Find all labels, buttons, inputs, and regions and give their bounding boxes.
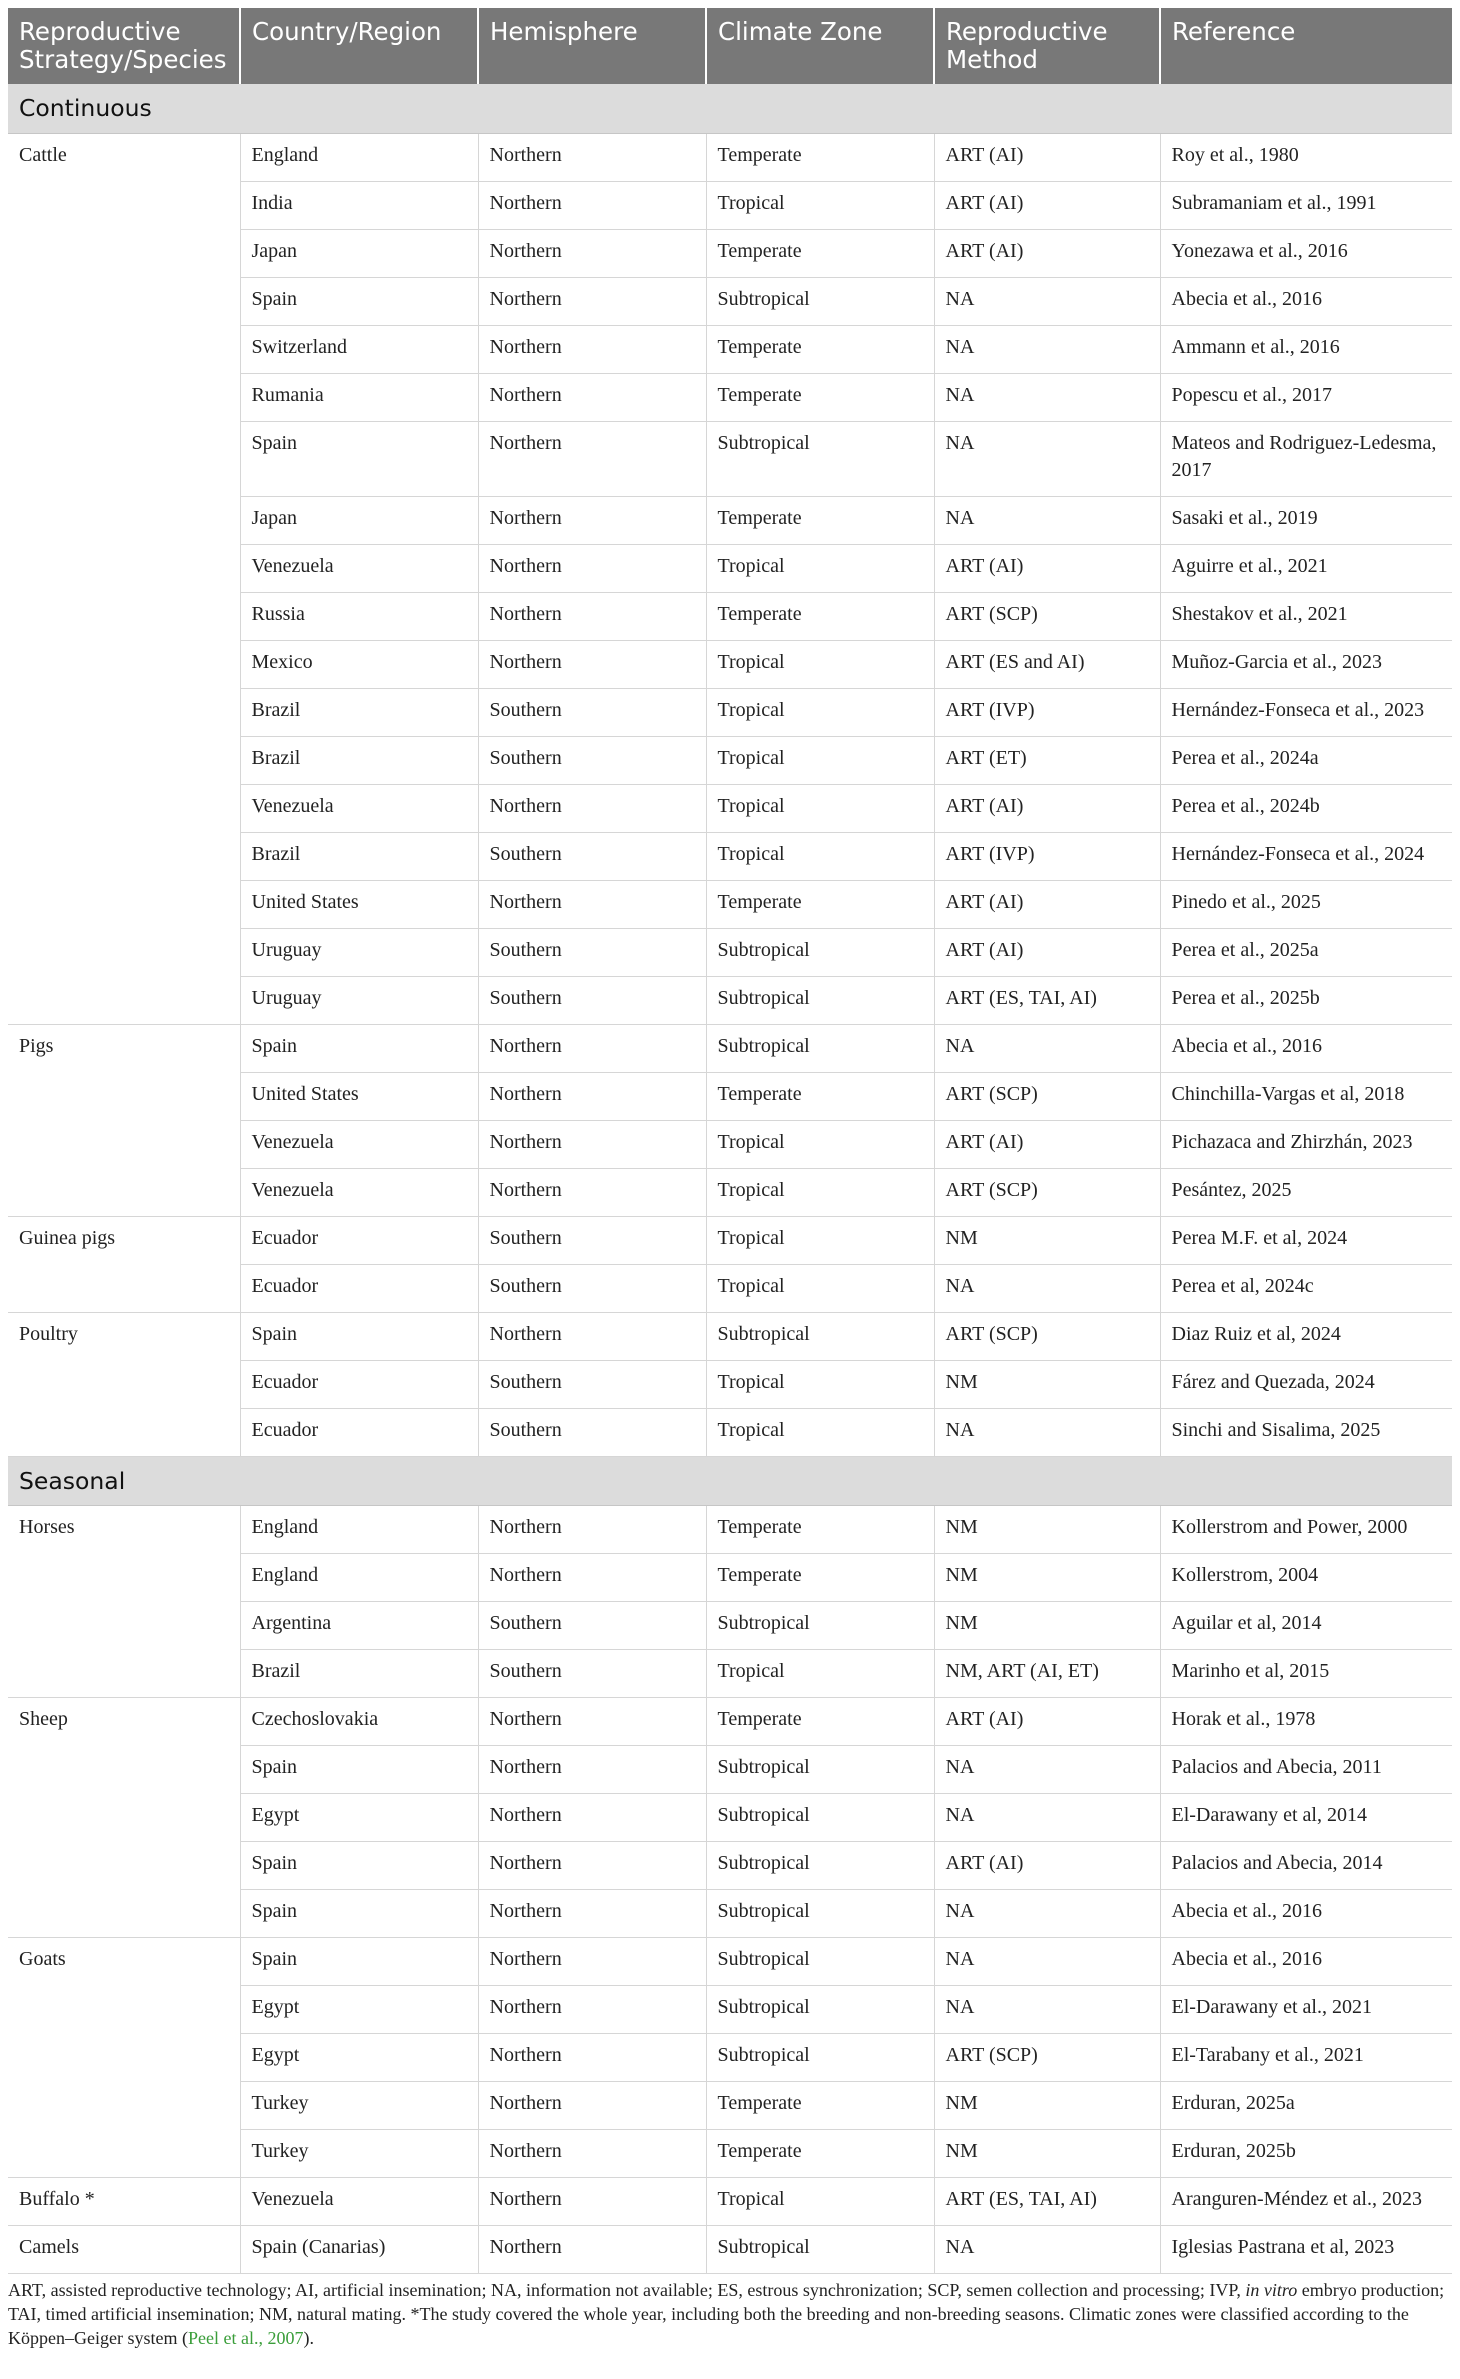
hemisphere-cell: Southern bbox=[478, 976, 706, 1024]
country-cell: Spain bbox=[240, 1745, 478, 1793]
reference-cell[interactable]: Aguirre et al., 2021 bbox=[1160, 544, 1452, 592]
hemisphere-cell: Southern bbox=[478, 832, 706, 880]
reference-cell[interactable]: Aguilar et al, 2014 bbox=[1160, 1601, 1452, 1649]
country-cell: Brazil bbox=[240, 736, 478, 784]
method-cell: NA bbox=[934, 1985, 1160, 2033]
climate-zone-cell: Tropical bbox=[706, 1120, 934, 1168]
table-row bbox=[8, 1505, 1452, 1553]
hemisphere-cell: Northern bbox=[478, 1553, 706, 1601]
reference-cell[interactable]: Abecia et al., 2016 bbox=[1160, 1937, 1452, 1985]
reference-cell[interactable]: Palacios and Abecia, 2011 bbox=[1160, 1745, 1452, 1793]
climate-zone-cell: Subtropical bbox=[706, 976, 934, 1024]
reference-cell[interactable]: Muñoz-Garcia et al., 2023 bbox=[1160, 640, 1452, 688]
table-body bbox=[8, 84, 1452, 2273]
climate-zone-cell: Subtropical bbox=[706, 1312, 934, 1360]
method-cell: ART (AI) bbox=[934, 784, 1160, 832]
reference-cell[interactable]: Erduran, 2025a bbox=[1160, 2081, 1452, 2129]
climate-zone-cell: Tropical bbox=[706, 736, 934, 784]
country-cell: India bbox=[240, 181, 478, 229]
country-cell: Spain bbox=[240, 277, 478, 325]
method-cell: NA bbox=[934, 277, 1160, 325]
climate-zone-cell: Temperate bbox=[706, 133, 934, 181]
climate-zone-cell: Tropical bbox=[706, 2177, 934, 2225]
reference-cell[interactable]: Pichazaca and Zhirzhán, 2023 bbox=[1160, 1120, 1452, 1168]
climate-zone-cell: Temperate bbox=[706, 496, 934, 544]
method-cell: NA bbox=[934, 1024, 1160, 1072]
method-cell: NM bbox=[934, 2081, 1160, 2129]
reference-cell[interactable]: Perea et al, 2024c bbox=[1160, 1264, 1452, 1312]
country-cell: Brazil bbox=[240, 832, 478, 880]
country-cell: United States bbox=[240, 880, 478, 928]
reference-cell[interactable]: Perea et al., 2024a bbox=[1160, 736, 1452, 784]
method-cell: ART (SCP) bbox=[934, 1072, 1160, 1120]
climate-zone-cell: Temperate bbox=[706, 2129, 934, 2177]
hemisphere-cell: Northern bbox=[478, 1841, 706, 1889]
country-cell: Spain bbox=[240, 421, 478, 496]
reference-cell[interactable]: Abecia et al., 2016 bbox=[1160, 277, 1452, 325]
hemisphere-cell: Northern bbox=[478, 1985, 706, 2033]
method-cell: ART (AI) bbox=[934, 1841, 1160, 1889]
hemisphere-cell: Northern bbox=[478, 880, 706, 928]
method-cell: ART (SCP) bbox=[934, 1168, 1160, 1216]
reference-cell[interactable]: Hernández-Fonseca et al., 2023 bbox=[1160, 688, 1452, 736]
climate-zone-cell: Subtropical bbox=[706, 1793, 934, 1841]
climate-zone-cell: Tropical bbox=[706, 1360, 934, 1408]
climate-zone-cell: Temperate bbox=[706, 373, 934, 421]
method-cell: NM bbox=[934, 1601, 1160, 1649]
hemisphere-cell: Northern bbox=[478, 1072, 706, 1120]
method-cell: NA bbox=[934, 1408, 1160, 1456]
species-cell: Buffalo * bbox=[8, 2177, 240, 2225]
reference-cell[interactable]: Marinho et al, 2015 bbox=[1160, 1649, 1452, 1697]
climate-zone-cell: Tropical bbox=[706, 640, 934, 688]
climate-zone-cell: Temperate bbox=[706, 2081, 934, 2129]
reference-cell[interactable]: Yonezawa et al., 2016 bbox=[1160, 229, 1452, 277]
hemisphere-cell: Southern bbox=[478, 1649, 706, 1697]
method-cell: NA bbox=[934, 1264, 1160, 1312]
table-row bbox=[8, 133, 1452, 181]
footnote-italic: in vitro bbox=[1245, 2279, 1298, 2300]
reference-cell[interactable]: Ammann et al., 2016 bbox=[1160, 325, 1452, 373]
method-cell: ART (AI) bbox=[934, 544, 1160, 592]
hemisphere-cell: Northern bbox=[478, 421, 706, 496]
country-cell: England bbox=[240, 1505, 478, 1553]
climate-zone-cell: Subtropical bbox=[706, 421, 934, 496]
country-cell: Venezuela bbox=[240, 1168, 478, 1216]
method-cell: NM bbox=[934, 2129, 1160, 2177]
reference-cell[interactable]: Pinedo et al., 2025 bbox=[1160, 880, 1452, 928]
method-cell: NA bbox=[934, 421, 1160, 496]
reference-cell[interactable]: Perea M.F. et al, 2024 bbox=[1160, 1216, 1452, 1264]
hemisphere-cell: Northern bbox=[478, 2225, 706, 2273]
climate-zone-cell: Tropical bbox=[706, 1649, 934, 1697]
species-cell: Poultry bbox=[8, 1312, 240, 1456]
reference-cell[interactable]: Palacios and Abecia, 2014 bbox=[1160, 1841, 1452, 1889]
country-cell: Spain (Canarias) bbox=[240, 2225, 478, 2273]
climate-zone-cell: Temperate bbox=[706, 1697, 934, 1745]
country-cell: Switzerland bbox=[240, 325, 478, 373]
reference-cell[interactable]: Horak et al., 1978 bbox=[1160, 1697, 1452, 1745]
reference-cell[interactable]: Diaz Ruiz et al, 2024 bbox=[1160, 1312, 1452, 1360]
climate-zone-cell: Temperate bbox=[706, 229, 934, 277]
climate-zone-cell: Tropical bbox=[706, 784, 934, 832]
method-cell: ART (SCP) bbox=[934, 1312, 1160, 1360]
country-cell: Venezuela bbox=[240, 1120, 478, 1168]
reference-cell[interactable]: Perea et al., 2025a bbox=[1160, 928, 1452, 976]
table-row bbox=[8, 2177, 1452, 2225]
climate-zone-cell: Subtropical bbox=[706, 1889, 934, 1937]
reproduction-table bbox=[8, 8, 1452, 2274]
hemisphere-cell: Northern bbox=[478, 1889, 706, 1937]
species-cell: Sheep bbox=[8, 1697, 240, 1937]
country-cell: Czechoslovakia bbox=[240, 1697, 478, 1745]
climate-zone-cell: Subtropical bbox=[706, 1601, 934, 1649]
hemisphere-cell: Northern bbox=[478, 373, 706, 421]
hemisphere-cell: Southern bbox=[478, 1264, 706, 1312]
reference-cell[interactable]: Pesántez, 2025 bbox=[1160, 1168, 1452, 1216]
hemisphere-cell: Northern bbox=[478, 277, 706, 325]
hemisphere-cell: Northern bbox=[478, 544, 706, 592]
climate-zone-cell: Tropical bbox=[706, 1168, 934, 1216]
method-cell: NM bbox=[934, 1553, 1160, 1601]
country-cell: Japan bbox=[240, 496, 478, 544]
country-cell: Russia bbox=[240, 592, 478, 640]
species-cell: Camels bbox=[8, 2225, 240, 2273]
method-cell: ART (ES, TAI, AI) bbox=[934, 976, 1160, 1024]
climate-zone-cell: Temperate bbox=[706, 325, 934, 373]
climate-zone-cell: Subtropical bbox=[706, 1841, 934, 1889]
reference-cell[interactable]: Perea et al., 2024b bbox=[1160, 784, 1452, 832]
method-cell: NA bbox=[934, 1793, 1160, 1841]
country-cell: Spain bbox=[240, 1937, 478, 1985]
method-cell: NA bbox=[934, 1745, 1160, 1793]
method-cell: NA bbox=[934, 496, 1160, 544]
hemisphere-cell: Northern bbox=[478, 1697, 706, 1745]
country-cell: Egypt bbox=[240, 2033, 478, 2081]
method-cell: ART (SCP) bbox=[934, 592, 1160, 640]
country-cell: Spain bbox=[240, 1889, 478, 1937]
header-reference: Reference bbox=[1160, 8, 1452, 84]
climate-zone-cell: Temperate bbox=[706, 1505, 934, 1553]
reference-cell[interactable]: Fárez and Quezada, 2024 bbox=[1160, 1360, 1452, 1408]
footnote-text-1: ART, assisted reproductive technology; AI, artificial insemination; NA, information not available; ES, estrous synchronization; SCP, semen collection and processing; IVP, bbox=[8, 2279, 1246, 2300]
table-row bbox=[8, 1937, 1452, 1985]
method-cell: ART (IVP) bbox=[934, 688, 1160, 736]
reference-cell[interactable]: Kollerstrom and Power, 2000 bbox=[1160, 1505, 1452, 1553]
country-cell: England bbox=[240, 1553, 478, 1601]
method-cell: ART (AI) bbox=[934, 880, 1160, 928]
hemisphere-cell: Northern bbox=[478, 325, 706, 373]
country-cell: Uruguay bbox=[240, 976, 478, 1024]
section-row bbox=[8, 84, 1452, 133]
hemisphere-cell: Northern bbox=[478, 1505, 706, 1553]
reference-cell[interactable]: Abecia et al., 2016 bbox=[1160, 1889, 1452, 1937]
section-row bbox=[8, 1456, 1452, 1505]
method-cell: ART (ES, TAI, AI) bbox=[934, 2177, 1160, 2225]
species-cell: Pigs bbox=[8, 1024, 240, 1216]
climate-zone-cell: Subtropical bbox=[706, 277, 934, 325]
species-cell: Horses bbox=[8, 1505, 240, 1697]
method-cell: ART (IVP) bbox=[934, 832, 1160, 880]
reference-cell[interactable]: Mateos and Rodriguez-Ledesma, 2017 bbox=[1160, 421, 1452, 496]
reference-cell[interactable]: Abecia et al., 2016 bbox=[1160, 1024, 1452, 1072]
method-cell: ART (SCP) bbox=[934, 2033, 1160, 2081]
climate-zone-cell: Tropical bbox=[706, 832, 934, 880]
hemisphere-cell: Northern bbox=[478, 1168, 706, 1216]
table-row bbox=[8, 1216, 1452, 1264]
climate-zone-cell: Subtropical bbox=[706, 1985, 934, 2033]
method-cell: NM bbox=[934, 1505, 1160, 1553]
climate-zone-cell: Temperate bbox=[706, 1072, 934, 1120]
reference-cell[interactable]: Subramaniam et al., 1991 bbox=[1160, 181, 1452, 229]
country-cell: Turkey bbox=[240, 2129, 478, 2177]
hemisphere-cell: Northern bbox=[478, 2129, 706, 2177]
footnote-text-3: ). bbox=[303, 2327, 314, 2348]
country-cell: United States bbox=[240, 1072, 478, 1120]
method-cell: ART (AI) bbox=[934, 1697, 1160, 1745]
country-cell: Spain bbox=[240, 1024, 478, 1072]
header-row bbox=[8, 8, 1452, 84]
country-cell: Rumania bbox=[240, 373, 478, 421]
reference-cell[interactable]: Kollerstrom, 2004 bbox=[1160, 1553, 1452, 1601]
reference-cell[interactable]: Popescu et al., 2017 bbox=[1160, 373, 1452, 421]
country-cell: Japan bbox=[240, 229, 478, 277]
country-cell: Venezuela bbox=[240, 784, 478, 832]
method-cell: NA bbox=[934, 373, 1160, 421]
method-cell: NA bbox=[934, 325, 1160, 373]
climate-zone-cell: Tropical bbox=[706, 181, 934, 229]
hemisphere-cell: Northern bbox=[478, 2177, 706, 2225]
method-cell: NM, ART (AI, ET) bbox=[934, 1649, 1160, 1697]
species-cell: Cattle bbox=[8, 133, 240, 1024]
hemisphere-cell: Northern bbox=[478, 1024, 706, 1072]
country-cell: Ecuador bbox=[240, 1264, 478, 1312]
hemisphere-cell: Northern bbox=[478, 496, 706, 544]
hemisphere-cell: Southern bbox=[478, 928, 706, 976]
country-cell: Brazil bbox=[240, 688, 478, 736]
species-cell: Guinea pigs bbox=[8, 1216, 240, 1312]
reference-cell[interactable]: El-Darawany et al., 2021 bbox=[1160, 1985, 1452, 2033]
hemisphere-cell: Southern bbox=[478, 1216, 706, 1264]
method-cell: ART (AI) bbox=[934, 229, 1160, 277]
header-climate-zone: Climate Zone bbox=[706, 8, 934, 84]
hemisphere-cell: Northern bbox=[478, 133, 706, 181]
method-cell: ART (ES and AI) bbox=[934, 640, 1160, 688]
method-cell: ART (AI) bbox=[934, 133, 1160, 181]
country-cell: Venezuela bbox=[240, 2177, 478, 2225]
reference-cell[interactable]: Iglesias Pastrana et al, 2023 bbox=[1160, 2225, 1452, 2273]
hemisphere-cell: Northern bbox=[478, 1793, 706, 1841]
reference-cell[interactable]: Aranguren-Méndez et al., 2023 bbox=[1160, 2177, 1452, 2225]
hemisphere-cell: Southern bbox=[478, 1408, 706, 1456]
climate-zone-cell: Temperate bbox=[706, 1553, 934, 1601]
method-cell: NA bbox=[934, 2225, 1160, 2273]
table-row bbox=[8, 1697, 1452, 1745]
country-cell: Argentina bbox=[240, 1601, 478, 1649]
table-footnote bbox=[8, 2274, 1452, 2350]
country-cell: Ecuador bbox=[240, 1216, 478, 1264]
reference-cell[interactable]: Hernández-Fonseca et al., 2024 bbox=[1160, 832, 1452, 880]
section-title: Continuous bbox=[8, 84, 1452, 133]
climate-zone-cell: Tropical bbox=[706, 1408, 934, 1456]
table-page bbox=[8, 8, 1452, 2350]
method-cell: NM bbox=[934, 1360, 1160, 1408]
climate-zone-cell: Tropical bbox=[706, 1216, 934, 1264]
climate-zone-cell: Subtropical bbox=[706, 2033, 934, 2081]
table-row bbox=[8, 2225, 1452, 2273]
method-cell: ART (ET) bbox=[934, 736, 1160, 784]
header-country: Country/Region bbox=[240, 8, 478, 84]
climate-zone-cell: Subtropical bbox=[706, 1937, 934, 1985]
reference-cell[interactable]: El-Tarabany et al., 2021 bbox=[1160, 2033, 1452, 2081]
climate-zone-cell: Tropical bbox=[706, 1264, 934, 1312]
country-cell: Ecuador bbox=[240, 1360, 478, 1408]
reference-cell[interactable]: Roy et al., 1980 bbox=[1160, 133, 1452, 181]
hemisphere-cell: Northern bbox=[478, 2033, 706, 2081]
country-cell: England bbox=[240, 133, 478, 181]
table-row bbox=[8, 1024, 1452, 1072]
country-cell: Egypt bbox=[240, 1793, 478, 1841]
hemisphere-cell: Northern bbox=[478, 592, 706, 640]
country-cell: Turkey bbox=[240, 2081, 478, 2129]
footnote-text-2: embryo production; TAI, timed artificial insemination; NM, natural mating. *The study covered the whole year, including both the breeding and non-breeding seasons. Climatic zones were classified according to the Köppen–Geiger system ( bbox=[8, 2279, 1445, 2348]
method-cell: NM bbox=[934, 1216, 1160, 1264]
method-cell: ART (AI) bbox=[934, 181, 1160, 229]
header-species: Reproductive Strategy/Species bbox=[8, 8, 240, 84]
country-cell: Egypt bbox=[240, 1985, 478, 2033]
reference-cell[interactable]: Sinchi and Sisalima, 2025 bbox=[1160, 1408, 1452, 1456]
country-cell: Ecuador bbox=[240, 1408, 478, 1456]
reference-cell[interactable]: Perea et al., 2025b bbox=[1160, 976, 1452, 1024]
country-cell: Mexico bbox=[240, 640, 478, 688]
hemisphere-cell: Northern bbox=[478, 1120, 706, 1168]
section-title: Seasonal bbox=[8, 1456, 1452, 1505]
climate-zone-cell: Subtropical bbox=[706, 1745, 934, 1793]
hemisphere-cell: Northern bbox=[478, 1937, 706, 1985]
country-cell: Spain bbox=[240, 1841, 478, 1889]
reference-cell[interactable]: El-Darawany et al, 2014 bbox=[1160, 1793, 1452, 1841]
climate-zone-cell: Subtropical bbox=[706, 2225, 934, 2273]
climate-zone-cell: Subtropical bbox=[706, 928, 934, 976]
hemisphere-cell: Northern bbox=[478, 229, 706, 277]
method-cell: NA bbox=[934, 1889, 1160, 1937]
reference-cell[interactable]: Shestakov et al., 2021 bbox=[1160, 592, 1452, 640]
hemisphere-cell: Northern bbox=[478, 1312, 706, 1360]
reference-cell[interactable]: Sasaki et al., 2019 bbox=[1160, 496, 1452, 544]
hemisphere-cell: Northern bbox=[478, 784, 706, 832]
climate-zone-cell: Temperate bbox=[706, 592, 934, 640]
hemisphere-cell: Southern bbox=[478, 1601, 706, 1649]
species-cell: Goats bbox=[8, 1937, 240, 2177]
reference-cell[interactable]: Erduran, 2025b bbox=[1160, 2129, 1452, 2177]
country-cell: Uruguay bbox=[240, 928, 478, 976]
header-reproductive-method: Reproductive Method bbox=[934, 8, 1160, 84]
country-cell: Brazil bbox=[240, 1649, 478, 1697]
method-cell: ART (AI) bbox=[934, 1120, 1160, 1168]
hemisphere-cell: Northern bbox=[478, 1745, 706, 1793]
hemisphere-cell: Southern bbox=[478, 688, 706, 736]
footnote-reference-link[interactable]: Peel et al., 2007 bbox=[187, 2327, 304, 2348]
method-cell: NA bbox=[934, 1937, 1160, 1985]
method-cell: ART (AI) bbox=[934, 928, 1160, 976]
country-cell: Spain bbox=[240, 1312, 478, 1360]
table-row bbox=[8, 1312, 1452, 1360]
hemisphere-cell: Northern bbox=[478, 2081, 706, 2129]
climate-zone-cell: Subtropical bbox=[706, 1024, 934, 1072]
climate-zone-cell: Tropical bbox=[706, 688, 934, 736]
reference-cell[interactable]: Chinchilla-Vargas et al, 2018 bbox=[1160, 1072, 1452, 1120]
hemisphere-cell: Southern bbox=[478, 736, 706, 784]
climate-zone-cell: Tropical bbox=[706, 544, 934, 592]
hemisphere-cell: Northern bbox=[478, 640, 706, 688]
header-hemisphere: Hemisphere bbox=[478, 8, 706, 84]
hemisphere-cell: Northern bbox=[478, 181, 706, 229]
hemisphere-cell: Southern bbox=[478, 1360, 706, 1408]
climate-zone-cell: Temperate bbox=[706, 880, 934, 928]
country-cell: Venezuela bbox=[240, 544, 478, 592]
